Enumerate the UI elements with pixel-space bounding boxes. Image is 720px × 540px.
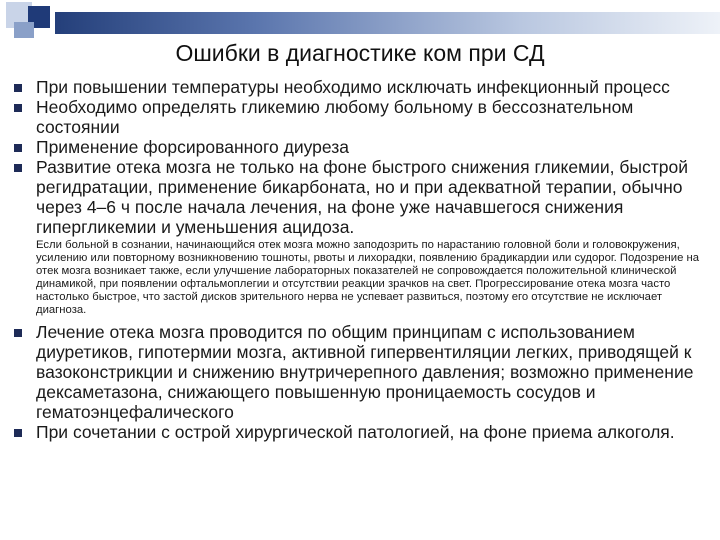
slide-title: Ошибки в диагностике ком при СД	[175, 40, 545, 66]
list-item	[14, 157, 704, 237]
note-text: Если больной в сознании, начинающийся отек мозга можно заподозрить по нарастанию головной боли и головокружения, усилению или повторному возникновению тошноты, рвоты и лихорадки, появлению брадикардии или судорог. Подозрение на отек мозга возникает также, если улучшение лабораторных показателей не сопровождается положительной клинической динамикой, при появлении офтальмоплегии и отсутствии реакции зрачков на свет. Прогрессирование отека мозга часто настолько быстрое, что застой дисков зрительного нерва не успевает развиться, поэтому его отсутствие не исключает диагноза.	[36, 239, 700, 317]
list-item	[14, 137, 704, 157]
square-bullet-icon	[14, 164, 22, 172]
list-item	[14, 97, 704, 137]
note-paragraph	[14, 239, 704, 318]
list-item	[14, 422, 704, 442]
list-item-text: Развитие отека мозга не только на фоне быстрого снижения гликемии, быстрой регидратации, применение бикарбоната, но и при адекватной терапии, обычно через 4–6 ч после начала лечения, на фоне уже начавшегося снижения гипергликемии и уменьшения ацидоза.	[36, 157, 688, 237]
list-item-text: Необходимо определять гликемию любому больному в бессознательном состоянии	[36, 97, 634, 137]
square-bullet-icon	[14, 429, 22, 437]
list-item	[14, 322, 704, 422]
square-bullet-icon	[14, 329, 22, 337]
list-item	[14, 77, 704, 97]
list-item-text: Применение форсированного диуреза	[36, 137, 350, 157]
square-bullet-icon	[14, 104, 22, 112]
list-item-text: При повышении температуры необходимо исключать инфекционный процесс	[36, 77, 670, 97]
header-stripe	[55, 12, 720, 34]
square-bullet-icon	[14, 144, 22, 152]
list-item-text: При сочетании с острой хирургической патологией, на фоне приема алкоголя.	[36, 421, 675, 442]
square-bullet-icon	[14, 84, 22, 92]
bullet-list	[14, 77, 704, 442]
corner-square-mid	[14, 22, 34, 38]
list-item-text: Лечение отека мозга проводится по общим принципам с использованием диуретиков, гипотермии мозга, активной гипервентиляции легких, приводящей к вазоконстрикции и снижению внутричерепного давления; возможно применение дексаметазона, снижающего повышенную проницаемость сосудов и гематоэнцефалического	[36, 321, 694, 422]
